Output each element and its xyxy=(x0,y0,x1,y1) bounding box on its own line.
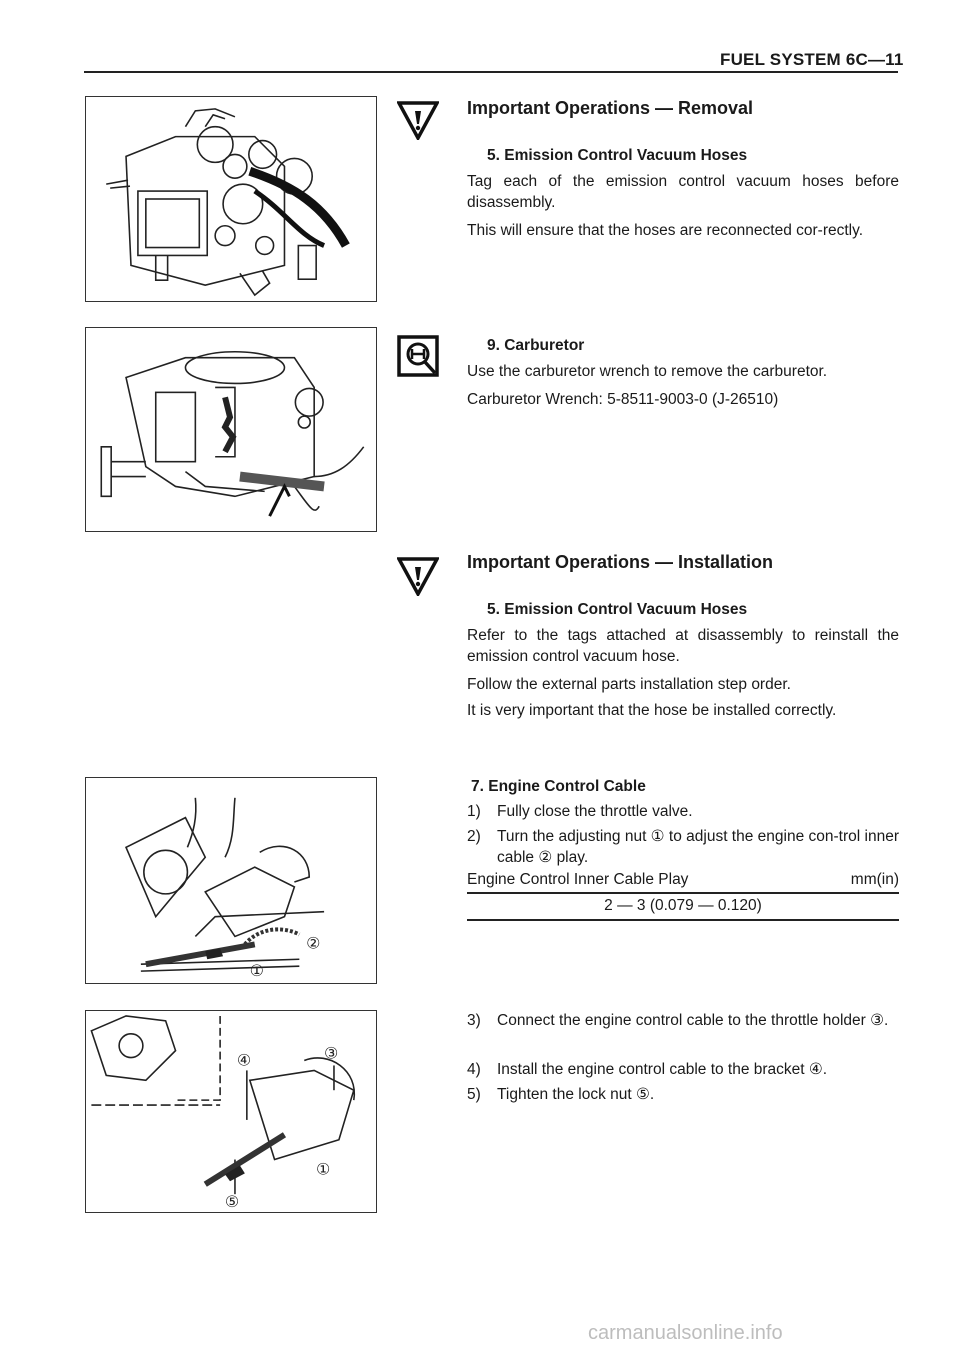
carburetor-wrench-drawing xyxy=(86,328,376,531)
fig4-callout-1: ① xyxy=(316,1159,331,1179)
installation-item5-text2: Follow the external parts installation step order. xyxy=(467,676,791,693)
step-number: 1) xyxy=(467,803,481,820)
removal-item5-text1: Tag each of the emission control vacuum hoses before disassembly. xyxy=(467,173,899,211)
figure-cable-install xyxy=(85,1010,377,1213)
figure-carburetor-hoses xyxy=(85,96,377,302)
step-text: Install the engine control cable to the bracket ④. xyxy=(497,1061,828,1078)
list-item xyxy=(467,826,899,868)
fig4-callout-5: ⑤ xyxy=(225,1192,240,1212)
cable-adjust-drawing xyxy=(86,778,376,983)
fig4-callout-3: ③ xyxy=(324,1043,339,1063)
figure-cable-adjust xyxy=(85,777,377,984)
step-number: 3) xyxy=(467,1012,481,1029)
step-text: Fully close the throttle valve. xyxy=(497,803,693,820)
list-item xyxy=(467,1059,899,1080)
removal-item5-heading: 5. Emission Control Vacuum Hoses xyxy=(487,147,748,164)
page-header-title: FUEL SYSTEM 6C—11 xyxy=(720,50,904,69)
installation-item5-text1: Refer to the tags attached at disassembly to reinstall the emission control vacuum hose. xyxy=(467,627,899,665)
fig4-callout-4: ④ xyxy=(236,1050,252,1070)
removal-heading: Important Operations — Removal xyxy=(467,98,754,118)
list-item xyxy=(467,801,899,822)
fig3-callout-1: ① xyxy=(249,961,265,981)
step-text: Connect the engine control cable to the throttle holder ③. xyxy=(497,1012,889,1029)
list-item xyxy=(467,1010,899,1031)
list-item xyxy=(467,1084,899,1105)
installation-item5-heading: 5. Emission Control Vacuum Hoses xyxy=(487,601,748,618)
special-tool-icon xyxy=(397,335,439,377)
warning-triangle-icon xyxy=(397,100,439,140)
step-text: Tighten the lock nut ⑤. xyxy=(497,1086,655,1103)
step-number: 4) xyxy=(467,1061,481,1078)
step-number: 2) xyxy=(467,828,481,845)
spec-divider xyxy=(467,919,899,921)
step-text: Turn the adjusting nut ① to adjust the engine con-trol inner cable ② play. xyxy=(497,828,899,866)
removal-item9-text2: Carburetor Wrench: 5-8511-9003-0 (J-26510) xyxy=(467,391,779,408)
figure-carburetor-wrench xyxy=(85,327,377,532)
warning-triangle-icon xyxy=(397,556,439,596)
fig3-callout-2: ② xyxy=(306,933,321,953)
carburetor-hoses-drawing xyxy=(86,97,376,301)
installation-item7-heading: 7. Engine Control Cable xyxy=(471,778,646,795)
step-number: 5) xyxy=(467,1086,481,1103)
removal-item9-text1: Use the carburetor wrench to remove the carburetor. xyxy=(467,363,828,380)
header-rule xyxy=(84,71,898,73)
spec-unit: mm(in) xyxy=(850,871,899,888)
removal-item5-text2: This will ensure that the hoses are reconnected cor-rectly. xyxy=(467,222,864,239)
cable-install-drawing xyxy=(86,1011,376,1212)
spec-divider xyxy=(467,892,899,894)
spec-value: 2 — 3 (0.079 — 0.120) xyxy=(604,897,762,914)
watermark: carmanualsonline.info xyxy=(588,1322,783,1344)
installation-item5-text3: It is very important that the hose be installed correctly. xyxy=(467,702,837,719)
spec-table-header xyxy=(467,871,899,889)
spec-label: Engine Control Inner Cable Play xyxy=(467,871,689,888)
removal-item9-heading: 9. Carburetor xyxy=(487,337,585,354)
installation-heading: Important Operations — Installation xyxy=(467,552,774,572)
